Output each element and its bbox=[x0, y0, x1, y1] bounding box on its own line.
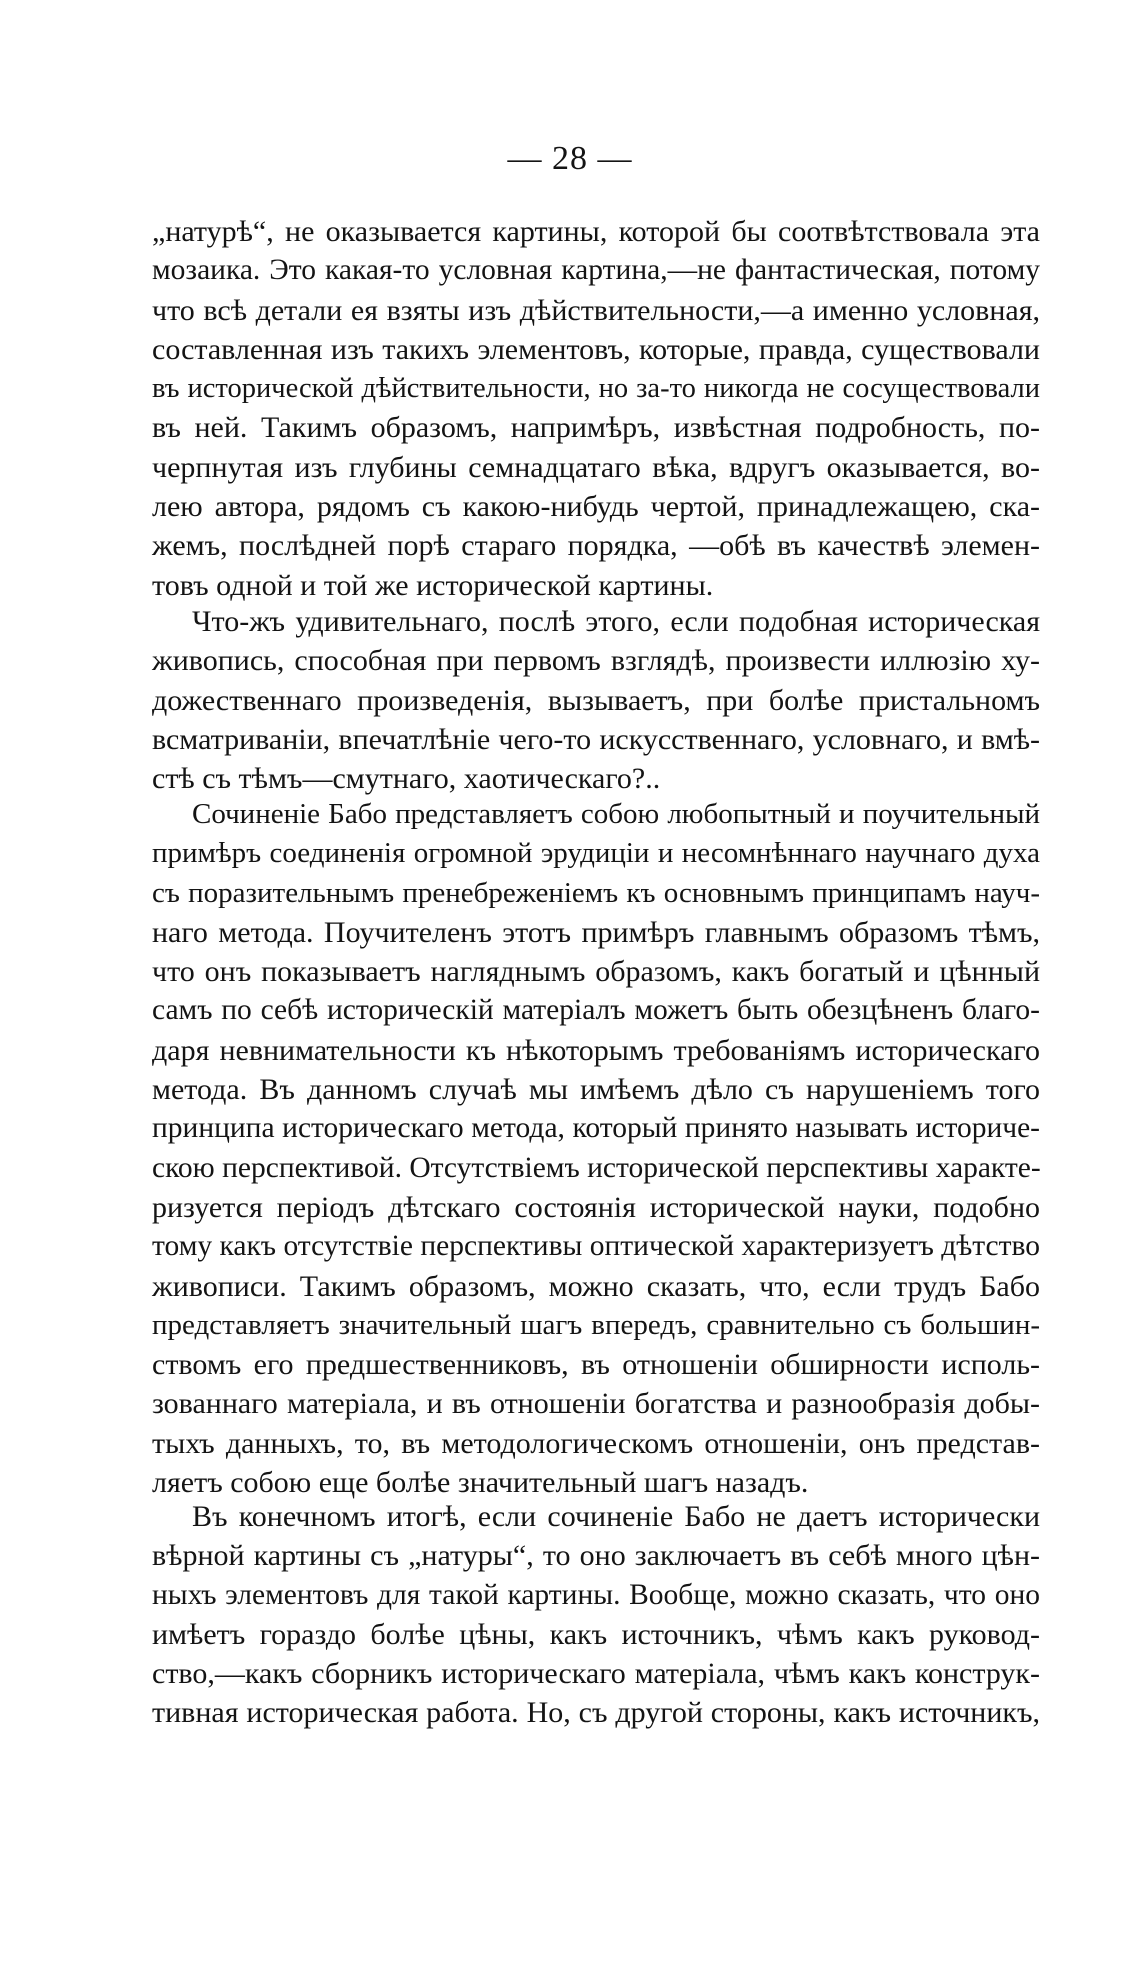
text-line: живописи. Такимъ образомъ, можно сказать, что, если трудъ Бабо bbox=[152, 1269, 1040, 1303]
text-line: даря невнимательности къ нѣкоторымъ требованіямъ историческаго bbox=[152, 1033, 1040, 1067]
text-line: дожественнаго произведенія, вызываетъ, при болѣе пристальномъ bbox=[152, 683, 1040, 717]
text-line: что всѣ детали ея взяты изъ дѣйствительности,—а именно условная, bbox=[152, 293, 1040, 327]
text-line: Сочиненіе Бабо представляетъ собою любопытный и поучительный bbox=[192, 798, 1040, 830]
text-line: имѣетъ гораздо болѣе цѣны, какъ источникъ, чѣмъ какъ руковод- bbox=[152, 1617, 1040, 1651]
text-line: жемъ, послѣдней порѣ стараго порядка, —обѣ въ качествѣ элемен- bbox=[152, 529, 1040, 563]
text-line: представляетъ значительный шагъ впередъ, сравнительно съ большин- bbox=[152, 1308, 1040, 1341]
text-line: живопись, способная при первомъ взглядѣ, произвести иллюзію ху- bbox=[152, 644, 1040, 678]
text-line: самъ по себѣ историческій матеріалъ можетъ быть обезцѣненъ благо- bbox=[152, 994, 1040, 1027]
text-line: примѣръ соединенія огромной эрудиціи и несомнѣннаго научнаго духа bbox=[152, 837, 1040, 870]
text-line: ризуется періодъ дѣтскаго состоянія исторической науки, подобно bbox=[152, 1190, 1040, 1224]
text-line: черпнутая изъ глубины семнадцатаго вѣка, вдругъ оказывается, во- bbox=[152, 450, 1040, 484]
text-line: принципа историческаго метода, который принято называть историче- bbox=[152, 1112, 1040, 1145]
text-line: вѣрной картины съ „натуры“, то оно заключаетъ въ себѣ много цѣн- bbox=[152, 1539, 1040, 1573]
text-line: ствомъ его предшественниковъ, въ отношеніи обширности исполь- bbox=[152, 1348, 1040, 1382]
text-line: тому какъ отсутствіе перспективы оптической характеризуетъ дѣтство bbox=[152, 1230, 1040, 1263]
text-line: ство,—какъ сборникъ историческаго матеріала, чѣмъ какъ конструк- bbox=[152, 1657, 1040, 1691]
text-line: ляетъ собою еще болѣе значительный шагъ назадъ. bbox=[152, 1466, 809, 1500]
text-line: товъ одной и той же исторической картины. bbox=[152, 568, 714, 602]
text-line: тивная историческая работа. Но, съ другой стороны, какъ источникъ, bbox=[152, 1696, 1040, 1730]
text-line: что онъ показываетъ нагляднымъ образомъ, какъ богатый и цѣнный bbox=[152, 955, 1040, 989]
paragraph-3 bbox=[152, 795, 1040, 1502]
text-line: въ ней. Такимъ образомъ, напримѣръ, извѣстная подробность, по- bbox=[152, 411, 1040, 445]
text-line: съ поразительнымъ пренебреженіемъ къ основнымъ принципамъ науч- bbox=[152, 876, 1040, 909]
text-line: наго метода. Поучителенъ этотъ примѣръ главнымъ образомъ тѣмъ, bbox=[152, 915, 1040, 949]
text-line: лею автора, рядомъ съ какою-нибудь чертой, принадлежащею, ска- bbox=[152, 490, 1040, 524]
text-line: въ исторической дѣйствительности, но за-то никогда не сосуществовали bbox=[152, 373, 1040, 405]
text-line: зованнаго матеріала, и въ отношеніи богатства и разнообразія добы- bbox=[152, 1387, 1040, 1421]
paragraph-2 bbox=[152, 602, 1040, 798]
text-line: „натурѣ“, не оказывается картины, которой бы соотвѣтствовала эта bbox=[152, 215, 1040, 248]
paragraph-4 bbox=[152, 1497, 1040, 1733]
text-line: Что-жъ удивительнаго, послѣ этого, если подобная историческая bbox=[192, 605, 1040, 638]
text-line: всматриваніи, впечатлѣніе чего-то искусственнаго, условнаго, и вмѣ- bbox=[152, 722, 1040, 756]
text-line: тыхъ данныхъ, то, въ методологическомъ отношеніи, онъ представ- bbox=[152, 1426, 1040, 1460]
text-line: скою перспективой. Отсутствіемъ исторической перспективы характе- bbox=[152, 1151, 1041, 1184]
text-line: метода. Въ данномъ случаѣ мы имѣемъ дѣло съ нарушеніемъ того bbox=[152, 1073, 1040, 1107]
text-line: Въ конечномъ итогѣ, если сочиненіе Бабо не даетъ исторически bbox=[192, 1500, 1040, 1533]
page-number: — 28 — bbox=[507, 140, 633, 177]
text-line: стѣ съ тѣмъ—смутнаго, хаотическаго?.. bbox=[152, 762, 661, 796]
paragraph-1 bbox=[152, 212, 1040, 605]
text-line: мозаика. Это какая-то условная картина,—не фантастическая, потому bbox=[152, 254, 1040, 287]
text-line: ныхъ элементовъ для такой картины. Вообще, можно сказать, что оно bbox=[152, 1578, 1040, 1611]
text-line: составленная изъ такихъ элементовъ, которые, правда, существовали bbox=[152, 332, 1040, 366]
